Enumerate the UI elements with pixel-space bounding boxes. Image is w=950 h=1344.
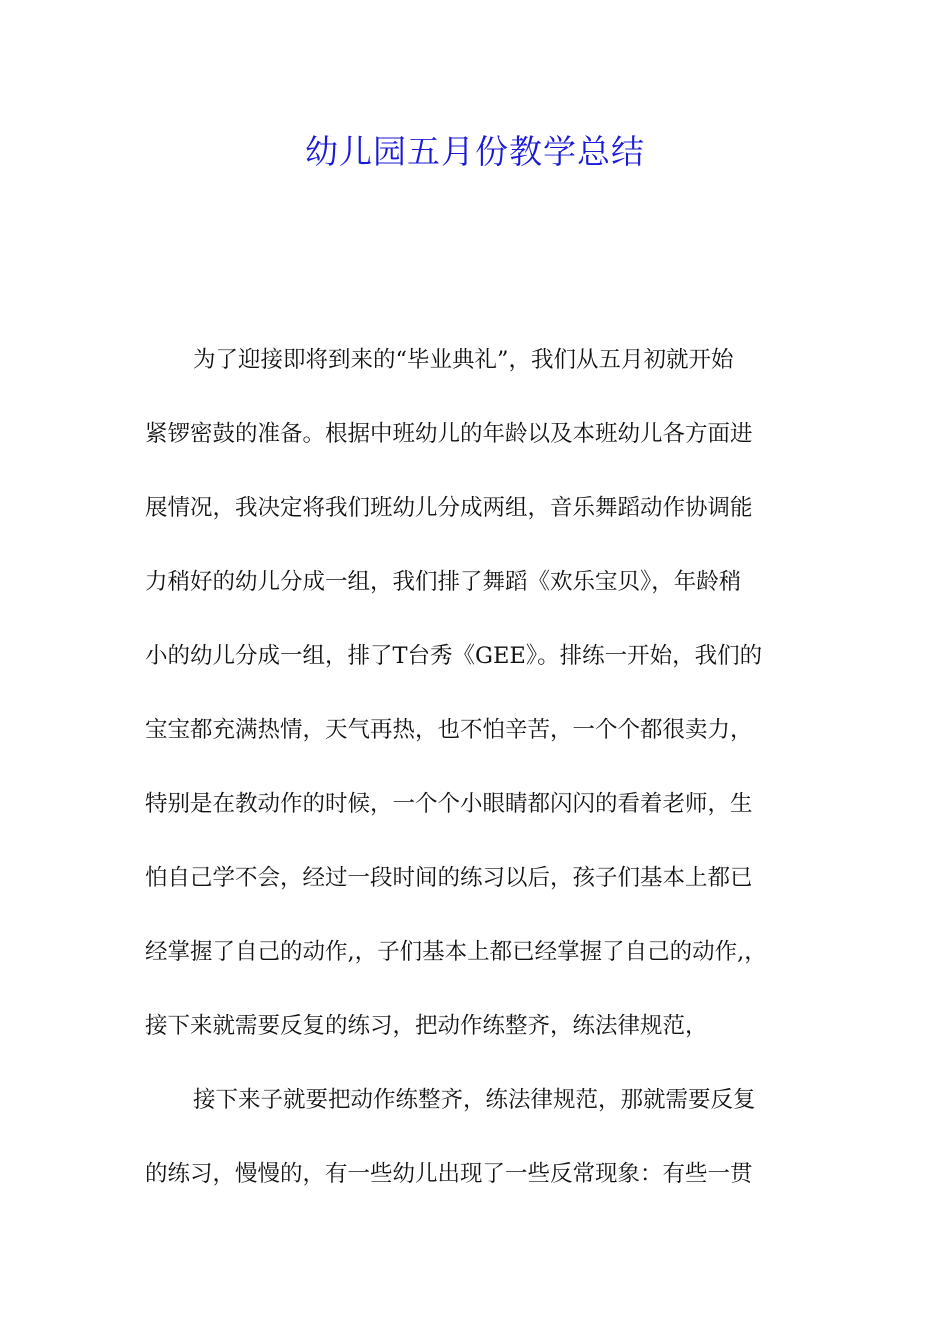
paragraph-1-line-3: 展情况，我决定将我们班幼儿分成两组，音乐舞蹈动作协调能 (145, 495, 753, 521)
paragraph-1-line-2: 紧锣密鼓的准备。根据中班幼儿的年龄以及本班幼儿各方面进 (145, 421, 753, 447)
document-title: 幼儿园五月份教学总结 (305, 132, 645, 171)
paragraph-1-line-10: 接下来就需要反复的练习，把动作练整齐，练法律规范， (145, 1013, 708, 1039)
paragraph-1-line-4: 力稍好的幼儿分成一组，我们排了舞蹈《欢乐宝贝》，年龄稍 (145, 569, 742, 595)
paragraph-1-line-8: 怕自己学不会，经过一段时间的练习以后，孩子们基本上都已 (145, 865, 753, 891)
paragraph-1-line-5: 小的幼儿分成一组，排了T台秀《GEE》。排练一开始，我们的 (145, 643, 763, 669)
paragraph-1-line-6: 宝宝都充满热情，天气再热，也不怕辛苦，一个个都很卖力， (145, 717, 753, 743)
paragraph-2-line-1: 接下来子就要把动作练整齐，练法律规范，那就需要反复 (193, 1087, 756, 1113)
paragraph-1-line-1: 为了迎接即将到来的“毕业典礼”，我们从五月初就开始 (193, 347, 734, 373)
paragraph-2-line-2: 的练习，慢慢的，有一些幼儿出现了一些反常现象：有些一贯 (145, 1161, 753, 1187)
paragraph-1-line-7: 特别是在教动作的时候，一个个小眼睛都闪闪的看着老师，生 (145, 791, 753, 817)
paragraph-1-line-9: 经掌握了自己的动作,，子们基本上都已经掌握了自己的动作,， (145, 939, 767, 965)
document-body (145, 336, 835, 1224)
